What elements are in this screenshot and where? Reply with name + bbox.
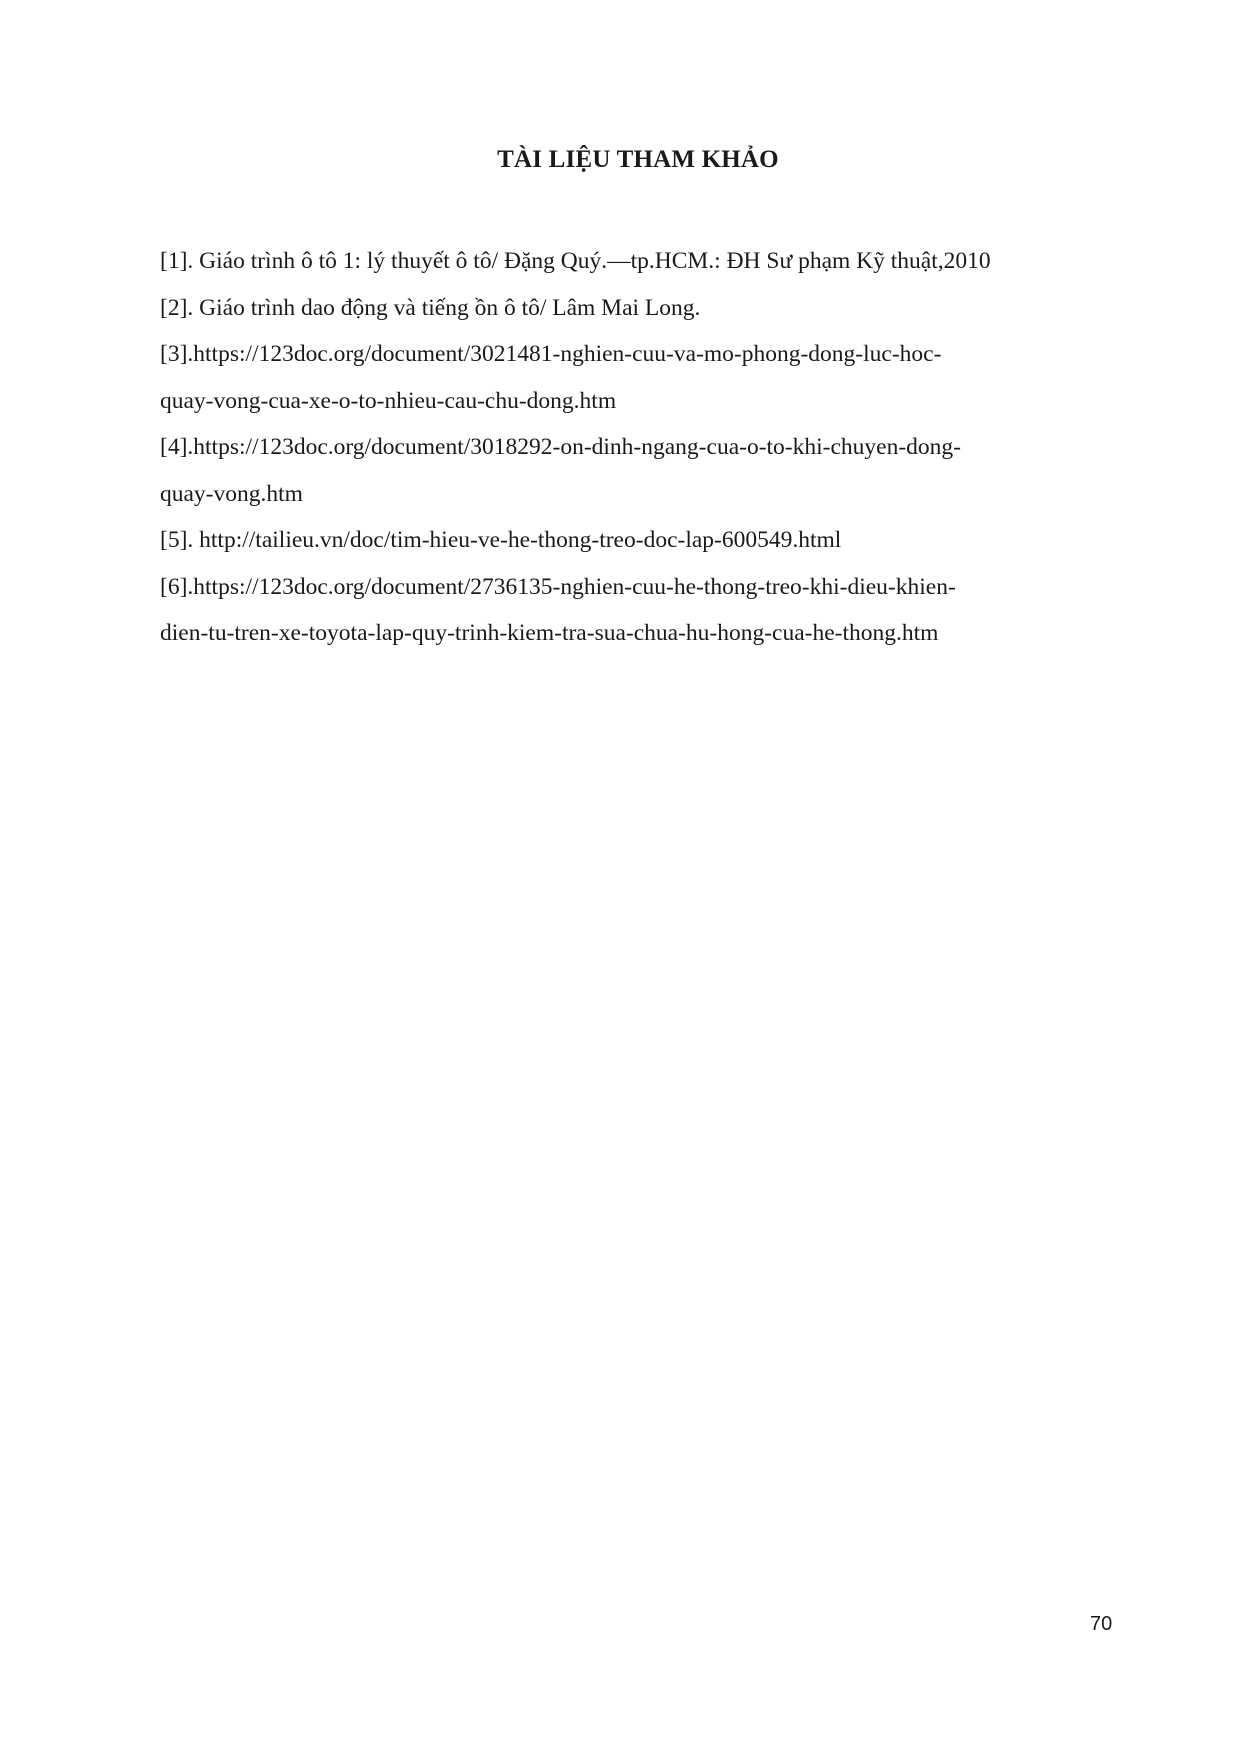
reference-item-1 — [160, 238, 1120, 285]
reference-link-continued[interactable]: quay-vong.htm — [160, 480, 303, 507]
page-number: 70 — [1090, 1613, 1113, 1635]
reference-link-continued[interactable]: dien-tu-tren-xe-toyota-lap-quy-trinh-kiem-tra-sua-chua-hu-hong-cua-he-thong.htm — [160, 620, 939, 646]
reference-item-6 — [160, 564, 1120, 657]
reference-link[interactable]: [5]. http://tailieu.vn/doc/tim-hieu-ve-he-thong-treo-doc-lap-600549.html — [160, 527, 842, 553]
reference-item-2 — [160, 285, 1120, 332]
page-title: TÀI LIỆU THAM KHẢO — [497, 146, 779, 173]
reference-link[interactable]: [6].https://123doc.org/document/2736135-nghien-cuu-he-thong-treo-khi-dieu-khien- — [160, 573, 956, 600]
reference-link-continued[interactable]: quay-vong-cua-xe-o-to-nhieu-cau-chu-dong.htm — [160, 387, 617, 414]
reference-text: [2]. Giáo trình dao động và tiếng ồn ô tô/ Lâm Mai Long. — [160, 294, 701, 321]
reference-link[interactable]: [4].https://123doc.org/document/3018292-on-dinh-ngang-cua-o-to-khi-chuyen-dong- — [160, 434, 961, 460]
reference-list — [160, 238, 1120, 657]
reference-text: [1]. Giáo trình ô tô 1: lý thuyết ô tô/ Đặng Quý.—tp.HCM.: ĐH Sư phạm Kỹ thuật,2010 — [160, 248, 991, 274]
reference-item-5 — [160, 517, 1120, 564]
reference-item-4 — [160, 424, 1120, 517]
reference-item-3 — [160, 331, 1120, 424]
reference-link[interactable]: [3].https://123doc.org/document/3021481-nghien-cuu-va-mo-phong-dong-luc-hoc- — [160, 341, 942, 367]
